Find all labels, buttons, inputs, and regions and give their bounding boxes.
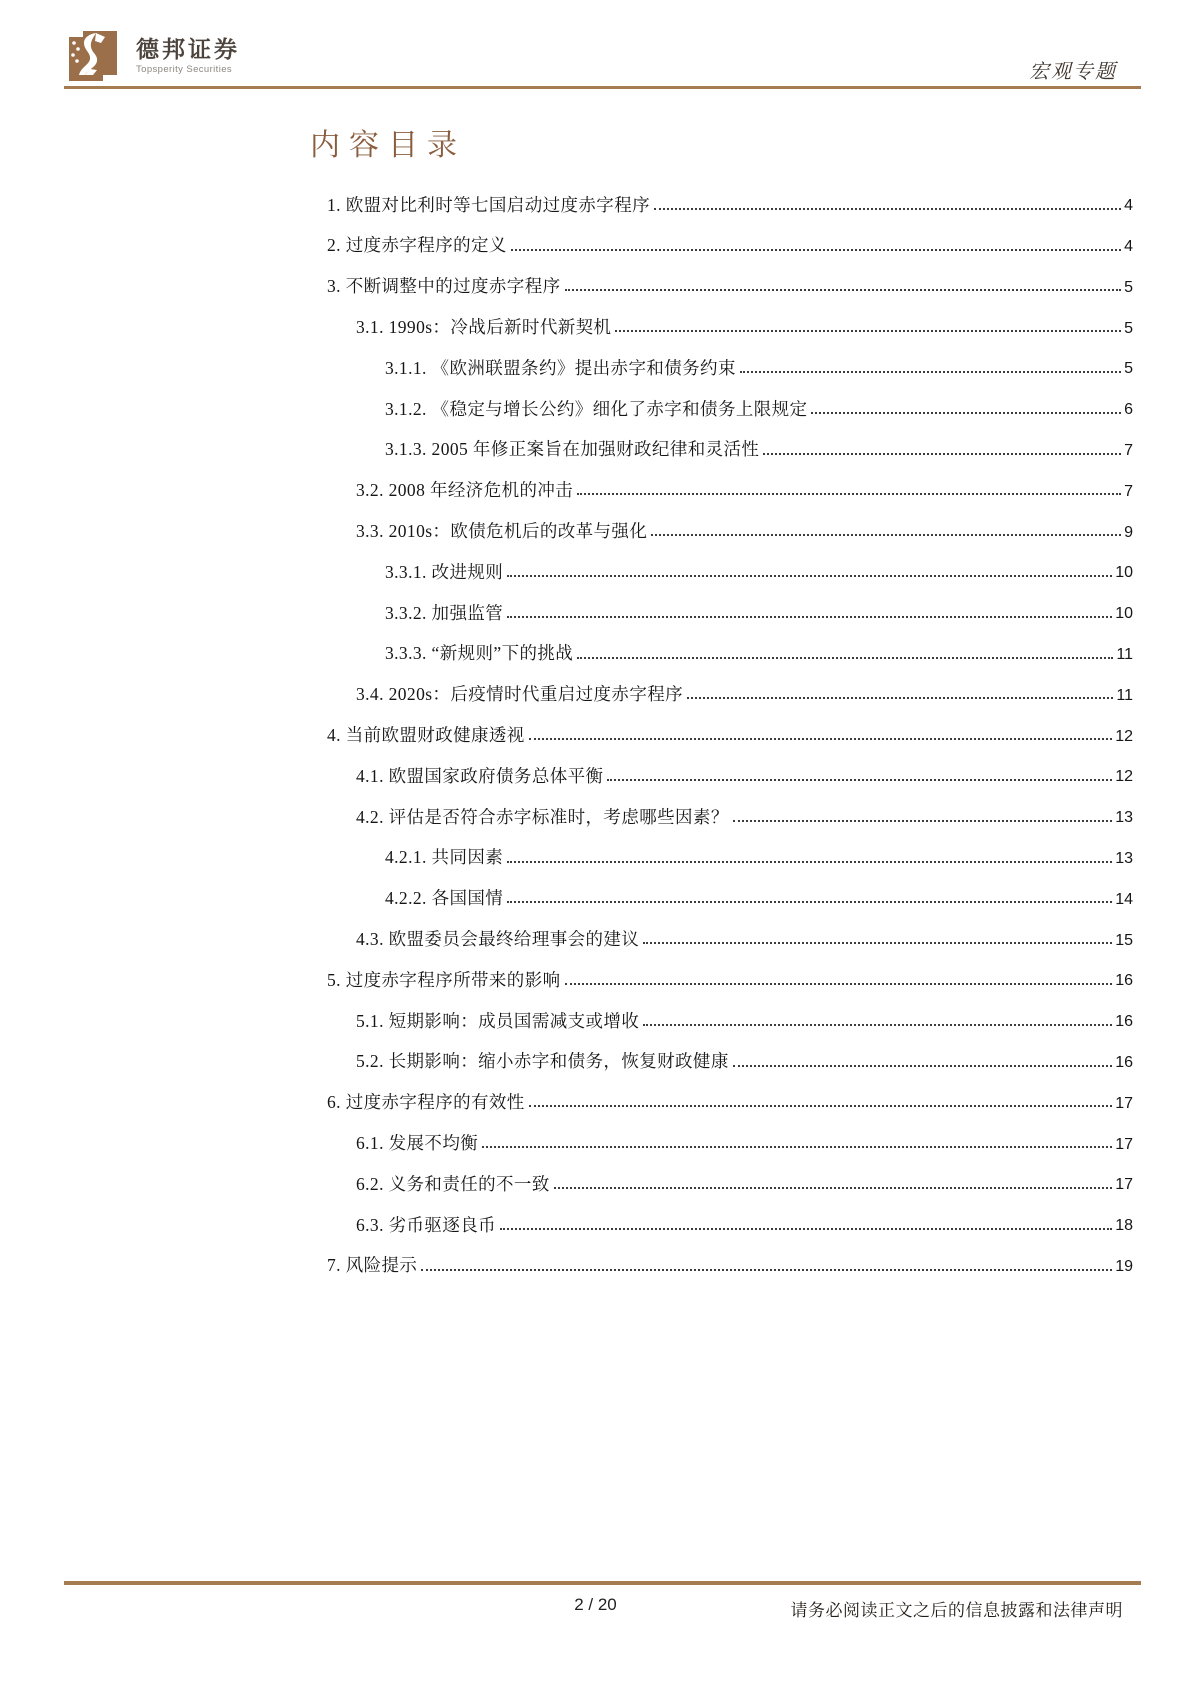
toc-leader-dots xyxy=(554,1187,1112,1189)
toc-entry-label: 3.3.2. 加强监管 xyxy=(385,602,504,623)
toc-entry-page: 7 xyxy=(1124,441,1133,459)
toc-entry-label: 6.1. 发展不均衡 xyxy=(356,1133,479,1153)
header-rule xyxy=(64,86,1141,89)
toc-leader-dots xyxy=(577,657,1113,659)
toc-leader-dots xyxy=(565,289,1122,291)
toc-entry-page: 17 xyxy=(1115,1094,1133,1112)
toc-entry-label: 6.3. 劣币驱逐良币 xyxy=(356,1214,497,1235)
doc-type-label: 宏观专题 xyxy=(1029,61,1117,83)
toc-leader-dots xyxy=(643,942,1112,944)
toc-entry[interactable] xyxy=(310,949,1133,990)
leopard-logo-icon xyxy=(63,29,123,82)
toc-entry-label: 6.2. 义务和责任的不一致 xyxy=(356,1173,550,1194)
toc-entry[interactable] xyxy=(310,296,1133,337)
toc-entry-label: 4.2.2. 各国国情 xyxy=(385,888,504,909)
toc-leader-dots xyxy=(511,249,1121,251)
toc-entry-label: 4. 当前欧盟财政健康透视 xyxy=(327,725,525,746)
toc-leader-dots xyxy=(529,738,1113,740)
toc-entry[interactable] xyxy=(310,1072,1133,1113)
toc-entry-page: 16 xyxy=(1115,972,1133,990)
toc-leader-dots xyxy=(733,1065,1112,1067)
toc-entry-page: 7 xyxy=(1124,482,1133,500)
toc-entry-page: 5 xyxy=(1124,319,1133,337)
toc-entry-label: 3.1.3. 2005 年修正案旨在加强财政纪律和灵活性 xyxy=(385,439,760,460)
toc-entry[interactable] xyxy=(310,582,1133,623)
toc-entry[interactable] xyxy=(310,990,1133,1031)
toc-entry-label: 5.2. 长期影响：缩小赤字和债务，恢复财政健康 xyxy=(356,1051,729,1072)
toc-entry[interactable] xyxy=(310,1112,1133,1153)
toc-entry-label: 3.3. 2010s：欧债危机后的改革与强化 xyxy=(356,521,648,542)
toc-entry-label: 3.2. 2008 年经济危机的冲击 xyxy=(356,480,574,501)
toc-entry[interactable] xyxy=(310,827,1133,868)
toc-entry[interactable] xyxy=(310,215,1133,256)
toc-entry[interactable] xyxy=(310,419,1133,460)
toc-leader-dots xyxy=(482,1146,1112,1148)
toc-list xyxy=(310,174,1133,1276)
toc-entry-page: 16 xyxy=(1115,1053,1133,1071)
toc-entry[interactable] xyxy=(310,1153,1133,1194)
toc-leader-dots xyxy=(811,412,1121,414)
toc-entry[interactable] xyxy=(310,786,1133,827)
toc-entry-page: 6 xyxy=(1124,401,1133,419)
toc-entry-label: 5.1. 短期影响：成员国需减支或增收 xyxy=(356,1010,640,1031)
toc-entry-page: 5 xyxy=(1124,360,1133,378)
toc-entry-page: 12 xyxy=(1115,768,1133,786)
footer-rule xyxy=(64,1581,1141,1585)
toc-entry-label: 5. 过度赤字程序所带来的影响 xyxy=(327,969,561,990)
toc-entry-page: 13 xyxy=(1115,809,1133,827)
toc-entry-page: 15 xyxy=(1115,931,1133,949)
toc-entry[interactable] xyxy=(310,868,1133,909)
brand xyxy=(63,29,240,82)
toc-entry-page: 19 xyxy=(1115,1257,1133,1275)
toc-entry-page: 16 xyxy=(1115,1013,1133,1031)
table-of-contents xyxy=(310,126,1133,1276)
toc-entry[interactable] xyxy=(310,1194,1133,1235)
toc-entry[interactable] xyxy=(310,1235,1133,1276)
toc-entry[interactable] xyxy=(310,378,1133,419)
toc-entry-page: 4 xyxy=(1124,238,1133,255)
toc-entry[interactable] xyxy=(310,256,1133,297)
toc-entry-page: 13 xyxy=(1115,849,1133,867)
toc-entry-page: 5 xyxy=(1124,278,1133,296)
toc-entry-page: 17 xyxy=(1115,1135,1133,1153)
brand-name-en: Topsperity Securities xyxy=(136,64,233,76)
toc-entry-page: 10 xyxy=(1115,564,1133,582)
toc-entry[interactable] xyxy=(310,664,1133,705)
toc-entry[interactable] xyxy=(310,500,1133,541)
toc-leader-dots xyxy=(733,820,1112,822)
toc-leader-dots xyxy=(507,616,1112,618)
toc-leader-dots xyxy=(643,1024,1112,1026)
toc-entry[interactable] xyxy=(310,623,1133,664)
toc-entry-label: 4.2.1. 共同因素 xyxy=(385,847,504,868)
toc-entry[interactable] xyxy=(310,337,1133,378)
toc-entry-label: 3.4. 2020s：后疫情时代重启过度赤字程序 xyxy=(356,684,684,705)
toc-title: 内容目录 xyxy=(310,129,466,162)
toc-entry-label: 3.1.1. 《欧洲联盟条约》提出赤字和债务约束 xyxy=(385,357,736,378)
toc-entry-label: 4.3. 欧盟委员会最终给理事会的建议 xyxy=(356,929,640,950)
toc-leader-dots xyxy=(740,371,1121,373)
toc-entry-label: 4.1. 欧盟国家政府债务总体平衡 xyxy=(356,765,604,786)
toc-entry-label: 3.3.1. 改进规则 xyxy=(385,561,504,582)
toc-entry-label: 3.1. 1990s：冷战后新时代新契机 xyxy=(356,317,612,338)
toc-leader-dots xyxy=(651,534,1121,536)
toc-entry[interactable] xyxy=(310,1031,1133,1072)
toc-entry-label: 6. 过度赤字程序的有效性 xyxy=(327,1092,525,1113)
toc-leader-dots xyxy=(565,983,1113,985)
toc-entry-page: 4 xyxy=(1124,197,1133,215)
toc-entry-label: 2. 过度赤字程序的定义 xyxy=(327,235,507,256)
toc-leader-dots xyxy=(615,330,1121,332)
toc-entry-label: 3.1.2. 《稳定与增长公约》细化了赤字和债务上限规定 xyxy=(385,398,808,419)
toc-leader-dots xyxy=(507,901,1112,903)
toc-entry-page: 18 xyxy=(1115,1217,1133,1235)
toc-entry[interactable] xyxy=(310,174,1133,215)
toc-leader-dots xyxy=(421,1269,1112,1271)
toc-entry-page: 9 xyxy=(1124,523,1133,541)
toc-leader-dots xyxy=(763,453,1121,455)
brand-name-cn: 德邦证券 xyxy=(136,36,240,62)
toc-leader-dots xyxy=(607,779,1112,781)
footer-disclaimer: 请务必阅读正文之后的信息披露和法律声明 xyxy=(790,1601,1123,1620)
toc-leader-dots xyxy=(577,493,1121,495)
toc-entry-page: 12 xyxy=(1115,727,1133,745)
toc-entry[interactable] xyxy=(310,704,1133,745)
toc-leader-dots xyxy=(687,697,1113,699)
toc-entry-page: 11 xyxy=(1116,686,1133,704)
toc-entry-label: 4.2. 评估是否符合赤字标准时，考虑哪些因素？ xyxy=(356,806,729,827)
toc-leader-dots xyxy=(507,575,1112,577)
toc-entry-page: 14 xyxy=(1115,890,1133,908)
toc-entry[interactable] xyxy=(310,460,1133,501)
toc-entry-label: 1. 欧盟对比利时等七国启动过度赤字程序 xyxy=(327,194,650,215)
toc-leader-dots xyxy=(529,1105,1113,1107)
toc-leader-dots xyxy=(500,1228,1112,1230)
toc-entry-page: 17 xyxy=(1115,1176,1133,1194)
toc-entry[interactable] xyxy=(310,541,1133,582)
toc-entry-label: 3. 不断调整中的过度赤字程序 xyxy=(327,276,561,297)
toc-entry-page: 10 xyxy=(1115,605,1133,623)
toc-entry[interactable] xyxy=(310,745,1133,786)
toc-entry-label: 3.3.3. “新规则”下的挑战 xyxy=(385,643,574,664)
toc-entry[interactable] xyxy=(310,908,1133,949)
page-indicator: 2 / 20 xyxy=(574,1595,617,1614)
toc-entry-label: 7. 风险提示 xyxy=(327,1255,418,1276)
toc-entry-page: 11 xyxy=(1116,645,1133,663)
toc-leader-dots xyxy=(654,208,1121,210)
toc-leader-dots xyxy=(507,861,1112,863)
